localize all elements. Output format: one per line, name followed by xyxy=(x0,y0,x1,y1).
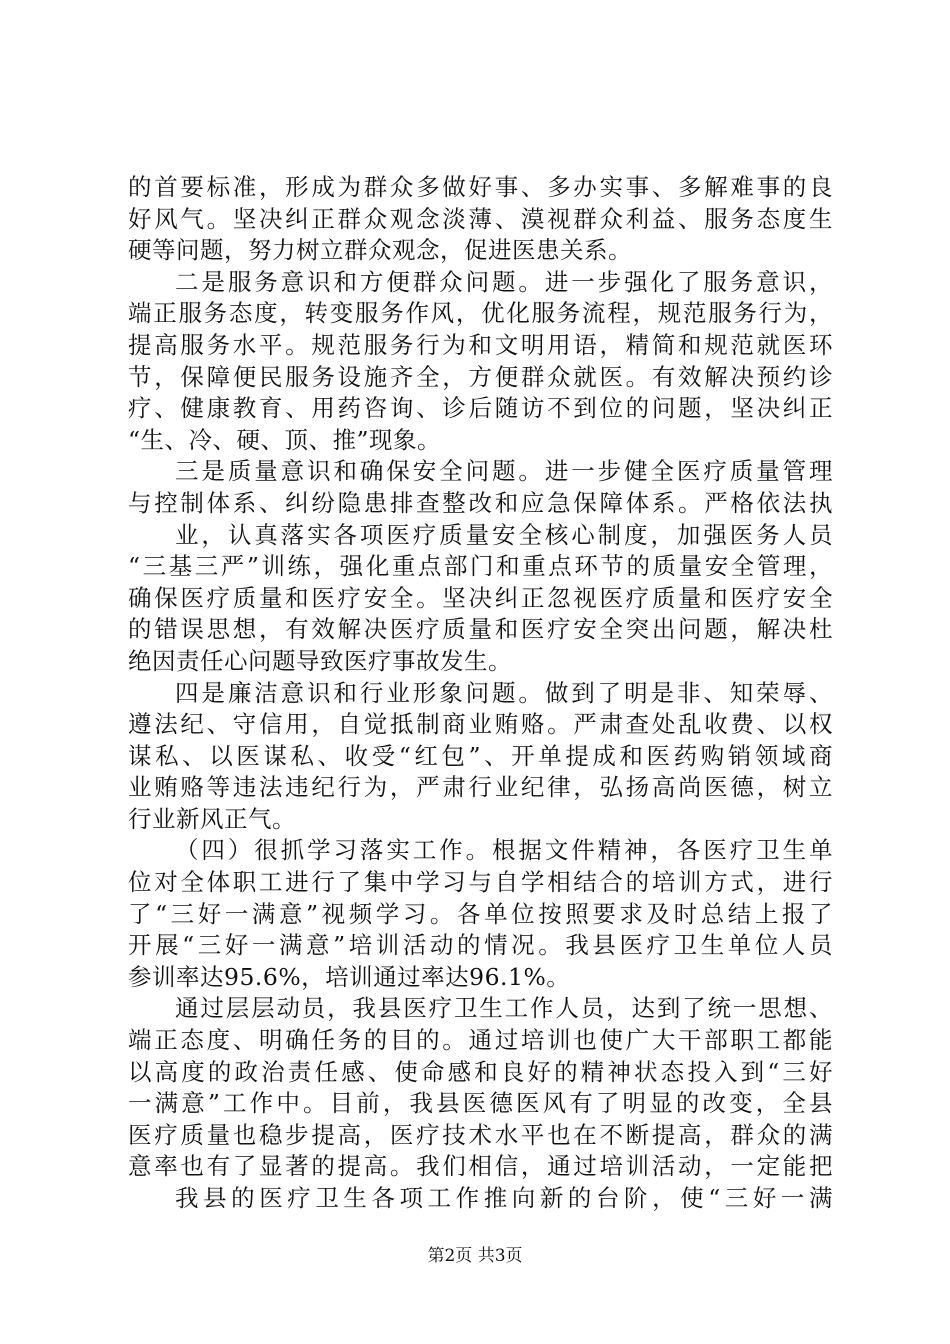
text-line: 谋私、以医谋私、收受“红包”、开单提成和医药购销领域商 xyxy=(128,741,833,770)
text-line: 医疗质量也稳步提高，医疗技术水平也在不断提高，群众的满 xyxy=(128,1120,833,1149)
text-line: 意率也有了显著的提高。我们相信，通过培训活动，一定能把 xyxy=(128,1152,833,1181)
text-line: “生、冷、硬、顶、推”现象。 xyxy=(128,425,442,454)
document-body xyxy=(128,172,833,1215)
text-line: 遵法纪、守信用，自觉抵制商业贿赂。严肃查处乱收费、以权 xyxy=(128,710,833,739)
text-line: 二是服务意识和方便群众问题。进一步强化了服务意识， xyxy=(175,267,833,296)
text-line: 疗、健康教育、用药咨询、诊后随访不到位的问题，坚决纠正 xyxy=(128,394,833,423)
text-line: 节，保障便民服务设施齐全，方便群众就医。有效解决预约诊 xyxy=(128,362,833,391)
text-line: 端正服务态度，转变服务作风，优化服务流程，规范服务行为， xyxy=(128,299,833,328)
text-line: 我县的医疗卫生各项工作推向新的台阶，使“三好一满 xyxy=(175,1184,833,1212)
text-line: 了“三好一满意”视频学习。各单位按照要求及时总结上报了 xyxy=(128,899,833,928)
text-line: 位对全体职工进行了集中学习与自学相结合的培训方式，进行 xyxy=(128,868,833,897)
text-line: 提高服务水平。规范服务行为和文明用语，精简和规范就医环 xyxy=(128,330,833,359)
text-line: 与控制体系、纠纷隐患排查整改和应急保障体系。严格依法执 xyxy=(128,488,833,517)
text-line: “三基三严”训练，强化重点部门和重点环节的质量安全管理， xyxy=(128,552,833,581)
text-line: 行业新风正气。 xyxy=(128,804,296,833)
text-line: 一满意”工作中。目前，我县医德医风有了明显的改变，全县 xyxy=(128,1089,833,1118)
text-line: 通过层层动员，我县医疗卫生工作人员，达到了统一思想、 xyxy=(175,994,833,1023)
text-line: 开展“三好一满意”培训活动的情况。我县医疗卫生单位人员 xyxy=(128,931,833,960)
text-line: 三是质量意识和确保安全问题。进一步健全医疗质量管理 xyxy=(175,457,833,486)
text-line: 硬等问题，努力树立群众观念，促进医患关系。 xyxy=(128,236,632,265)
text-line: 以高度的政治责任感、使命感和良好的精神状态投入到“三好 xyxy=(128,1057,833,1086)
text-line: 业贿赂等违法违纪行为，严肃行业纪律，弘扬高尚医德，树立 xyxy=(128,773,833,802)
text-line: 绝因责任心问题导致医疗事故发生。 xyxy=(128,646,512,675)
text-line: 的首要标准，形成为群众多做好事、多办实事、多解难事的良 xyxy=(128,173,833,201)
text-line: 好风气。坚决纠正群众观念淡薄、漠视群众利益、服务态度生 xyxy=(128,204,833,233)
text-line: （四）很抓学习落实工作。根据文件精神，各医疗卫生单 xyxy=(175,836,833,865)
text-line: 四是廉洁意识和行业形象问题。做到了明是非、知荣辱、 xyxy=(175,678,833,707)
page-number-footer: 第2页 共3页 xyxy=(427,1246,523,1266)
text-line: 确保医疗质量和医疗安全。坚决纠正忽视医疗质量和医疗安全 xyxy=(128,583,833,612)
text-line: 业，认真落实各项医疗质量安全核心制度，加强医务人员 xyxy=(175,520,833,549)
text-line: 端正态度、明确任务的目的。通过培训也使广大干部职工都能 xyxy=(128,1026,833,1055)
text-line: 参训率达95.6%，培训通过率达96.1%。 xyxy=(128,962,571,991)
text-line: 的错误思想，有效解决医疗质量和医疗安全突出问题，解决杜 xyxy=(128,615,833,644)
